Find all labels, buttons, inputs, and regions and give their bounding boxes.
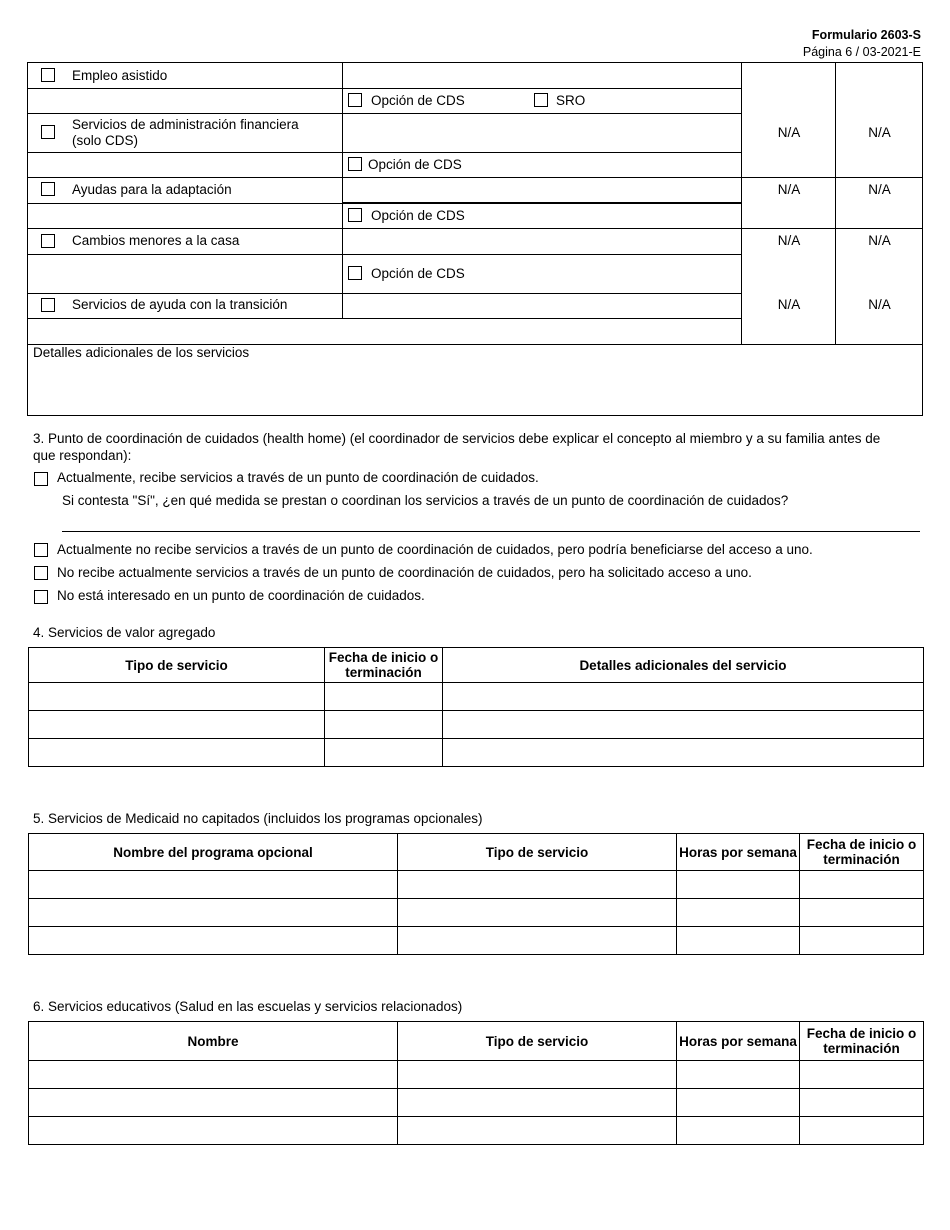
cds-option-label: Opción de CDS <box>371 208 465 223</box>
col-header-tipo-servicio: Tipo de servicio <box>398 1022 677 1061</box>
checkbox-hh-podria-beneficiarse[interactable] <box>34 543 48 557</box>
na-cell: N/A <box>868 297 891 312</box>
service-label-cambios-casa: Cambios menores a la casa <box>72 233 240 248</box>
additional-details-field[interactable] <box>28 362 922 414</box>
table-row <box>29 683 924 711</box>
col-header-tipo-servicio: Tipo de servicio <box>29 648 325 683</box>
table-row <box>29 871 924 899</box>
section3-title-cont: que respondan): <box>33 448 132 463</box>
hh-option-label: No está interesado en un punto de coordinación de cuidados. <box>57 588 425 603</box>
section6-title: 6. Servicios educativos (Salud en las escuelas y servicios relacionados) <box>33 999 463 1014</box>
table-row <box>29 1061 924 1089</box>
col-header-fecha: Fecha de inicio o terminación <box>800 1022 924 1061</box>
hh-option-label: Actualmente no recibe servicios a través de un punto de coordinación de cuidados, pero podría beneficiarse del acceso a uno. <box>57 542 813 557</box>
checkbox-ayudas-adaptacion[interactable] <box>41 182 55 196</box>
cds-option-label: Opción de CDS <box>368 157 462 172</box>
col-header-tipo-servicio: Tipo de servicio <box>398 834 677 871</box>
col-header-nombre: Nombre <box>29 1022 398 1061</box>
table-row <box>29 1117 924 1145</box>
na-cell: N/A <box>777 125 801 140</box>
checkbox-admin-financiera[interactable] <box>41 125 55 139</box>
service-label-empleo-asistido: Empleo asistido <box>72 68 168 83</box>
service-label-ayudas-adaptacion: Ayudas para la adaptación <box>72 182 232 197</box>
col-header-fecha: Fecha de inicio o terminación <box>800 834 924 871</box>
na-cell: N/A <box>868 233 891 248</box>
cds-option-label: Opción de CDS <box>371 266 465 281</box>
table-row <box>29 711 924 739</box>
table-row <box>29 1089 924 1117</box>
checkbox-ayuda-transicion[interactable] <box>41 298 55 312</box>
col-header-horas: Horas por semana <box>677 1022 800 1061</box>
table-row <box>29 739 924 767</box>
checkbox-cds-empleo[interactable] <box>348 93 362 107</box>
value-added-services-table <box>28 647 924 767</box>
checkbox-cds-admin[interactable] <box>348 157 362 171</box>
service-label-ayuda-transicion: Servicios de ayuda con la transición <box>72 297 288 312</box>
section5-title: 5. Servicios de Medicaid no capitados (incluidos los programas opcionales) <box>33 811 483 826</box>
checkbox-hh-no-interesado[interactable] <box>34 590 48 604</box>
checkbox-hh-solicitado[interactable] <box>34 566 48 580</box>
checkbox-cds-ayudas[interactable] <box>348 208 362 222</box>
checkbox-empleo-asistido[interactable] <box>41 68 55 82</box>
page-number: Página 6 / 03-2021-E <box>802 45 921 59</box>
hh-option-label: No recibe actualmente servicios a través de un punto de coordinación de cuidados, pero ha solicitado acceso a uno. <box>57 565 752 580</box>
na-cell: N/A <box>777 297 801 312</box>
section3-title: 3. Punto de coordinación de cuidados (health home) (el coordinador de servicios debe explicar el concepto al miembro y a su familia antes de <box>33 431 881 446</box>
checkbox-hh-actual[interactable] <box>34 472 48 486</box>
section4-title: 4. Servicios de valor agregado <box>33 625 216 640</box>
checkbox-cds-cambios[interactable] <box>348 266 362 280</box>
hh-option-label: Actualmente, recibe servicios a través de un punto de coordinación de cuidados. <box>57 470 539 485</box>
hh-followup-answer-line[interactable] <box>62 531 920 532</box>
na-cell: N/A <box>777 233 801 248</box>
additional-details-label: Detalles adicionales de los servicios <box>33 345 250 360</box>
checkbox-sro[interactable] <box>534 93 548 107</box>
table-row <box>29 899 924 927</box>
form-number: Formulario 2603-S <box>811 28 921 42</box>
na-cell: N/A <box>868 182 891 197</box>
checkbox-cambios-casa[interactable] <box>41 234 55 248</box>
service-label-admin-financiera-line2: (solo CDS) <box>72 133 139 148</box>
col-header-programa: Nombre del programa opcional <box>29 834 398 871</box>
service-label-admin-financiera: Servicios de administración financiera <box>72 117 299 132</box>
educational-services-table <box>28 1021 924 1145</box>
medicaid-services-table <box>28 833 924 955</box>
col-header-detalles: Detalles adicionales del servicio <box>443 648 924 683</box>
table-row <box>29 927 924 955</box>
col-header-fecha: Fecha de inicio o terminación <box>325 648 443 683</box>
na-cell: N/A <box>777 182 801 197</box>
na-cell: N/A <box>868 125 891 140</box>
hh-followup-question: Si contesta "Sí", ¿en qué medida se prestan o coordinan los servicios a través de un punto de coordinación de cuidados? <box>62 493 789 508</box>
col-header-horas: Horas por semana <box>677 834 800 871</box>
sro-label: SRO <box>556 93 586 108</box>
cds-option-label: Opción de CDS <box>371 93 465 108</box>
